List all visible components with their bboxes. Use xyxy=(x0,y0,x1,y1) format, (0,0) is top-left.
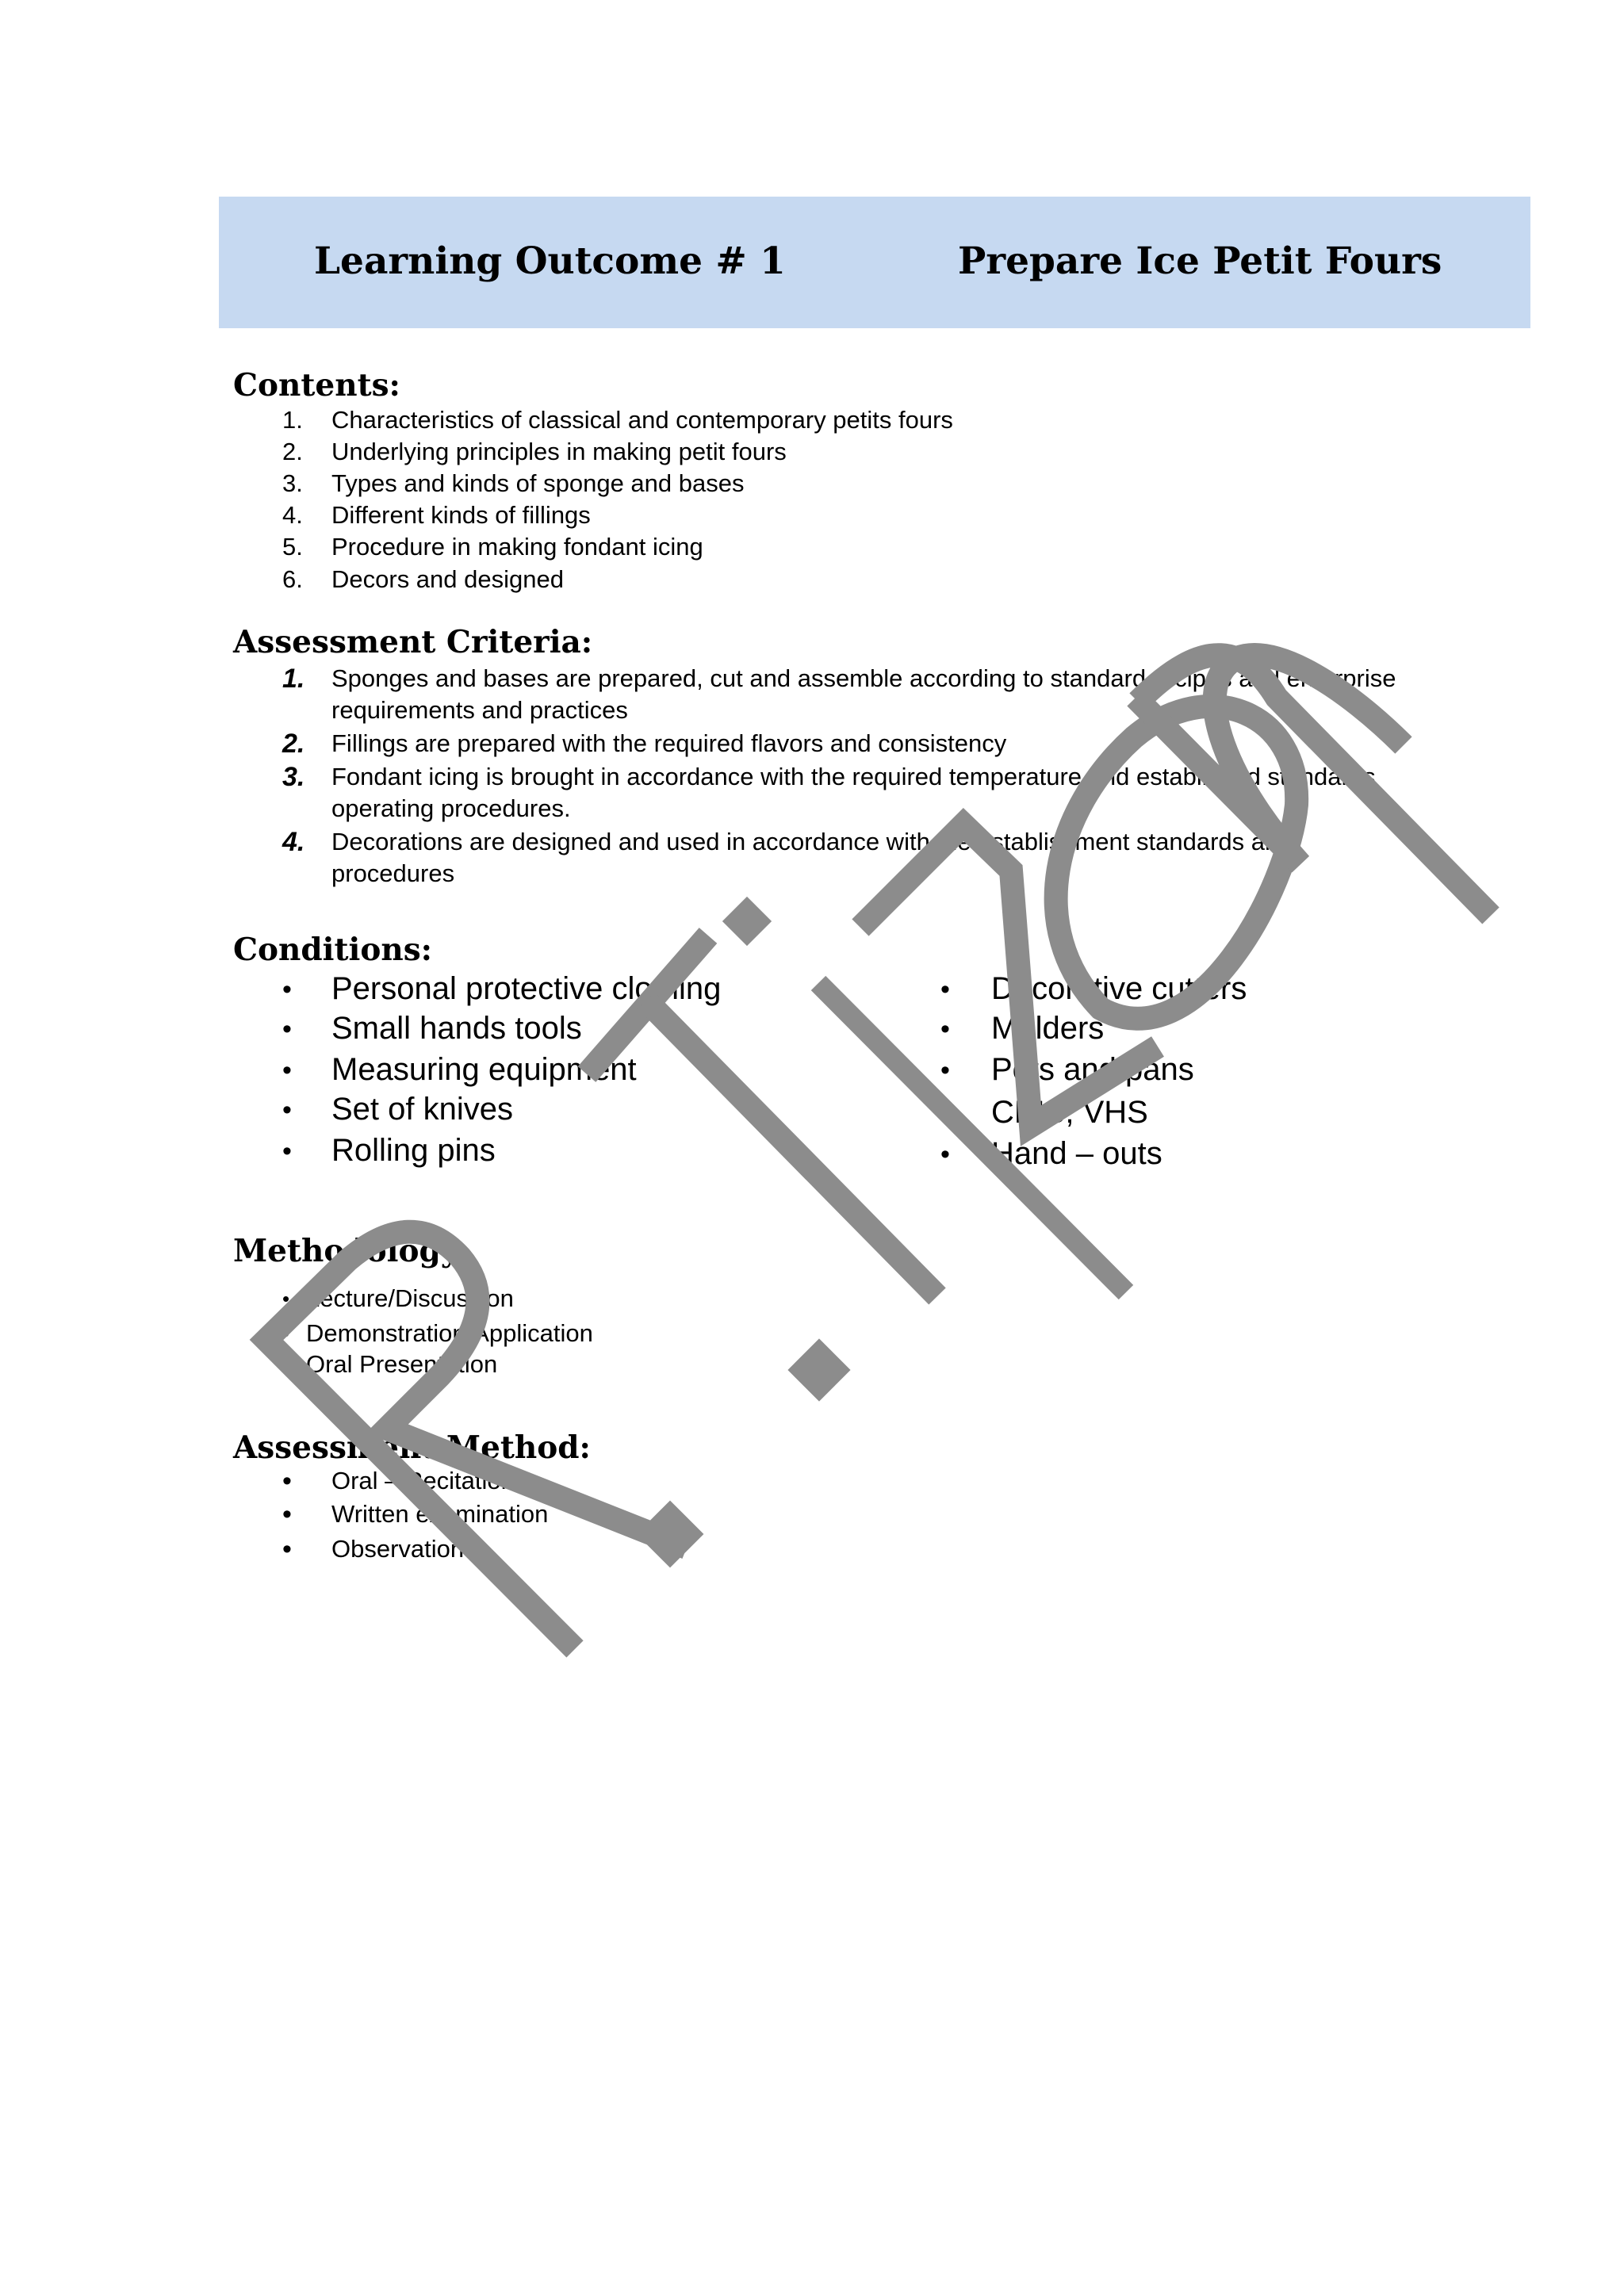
list-item-number: 1. xyxy=(282,664,305,694)
watermark-dot xyxy=(787,1338,850,1401)
list-item-text: Small hands tools xyxy=(331,1011,582,1046)
list-item-number: 5. xyxy=(282,533,303,561)
list-item-number: 6. xyxy=(282,565,303,593)
bullet: • xyxy=(940,974,950,1004)
bullet: • xyxy=(282,974,292,1004)
list-item-text: Fondant icing is brought in accordance with the required temperature and established standards xyxy=(331,763,1376,790)
outcome-description-title: Prepare Ice Petit Fours xyxy=(958,239,1442,283)
assessment-criteria-heading: Assessment Criteria: xyxy=(233,624,593,660)
bullet: • xyxy=(282,1466,292,1496)
bullet: • xyxy=(282,1055,292,1085)
list-item-text: Hand – outs xyxy=(991,1136,1162,1171)
list-item-number: 2. xyxy=(282,438,303,465)
assessment-method-heading: Assessment Method: xyxy=(233,1429,591,1466)
list-item-text: Decors and designed xyxy=(331,565,564,593)
list-item-text: Underlying principles in making petit fours xyxy=(331,438,787,465)
list-item-text-continued: operating procedures. xyxy=(331,794,571,822)
bullet: • xyxy=(282,1499,292,1529)
list-item-number: 1. xyxy=(282,406,303,434)
bullet: • xyxy=(282,1136,292,1166)
list-item-text: Lecture/Discussion xyxy=(306,1284,514,1312)
list-item-text: Oral – Recitation xyxy=(331,1467,515,1494)
list-item-text: Written examination xyxy=(331,1500,549,1528)
list-item-text: Measuring equipment xyxy=(331,1052,637,1087)
bullet: • xyxy=(940,1139,950,1169)
list-item-number: 4. xyxy=(282,501,303,529)
list-item-text: Pots and pans xyxy=(991,1052,1194,1087)
bullet: • xyxy=(282,1287,290,1311)
list-item-number: 4. xyxy=(282,827,305,857)
bullet: • xyxy=(940,1014,950,1044)
list-item-text: CD’S, VHS xyxy=(991,1095,1148,1130)
list-item-text: Decorative cutters xyxy=(991,971,1247,1006)
watermark-dot xyxy=(722,897,772,946)
list-item-number: 3. xyxy=(282,469,303,497)
list-item-text-continued: requirements and practices xyxy=(331,696,628,724)
bullet: • xyxy=(940,1055,950,1085)
list-item-text: Personal protective clothing xyxy=(331,971,722,1006)
bullet: • xyxy=(282,1353,290,1376)
list-item-text: Observation xyxy=(331,1535,465,1563)
list-item-text: Oral Presentation xyxy=(306,1350,498,1378)
watermark-dot xyxy=(637,1501,704,1568)
list-item-text: Set of knives xyxy=(331,1092,514,1127)
list-item-text: Characteristics of classical and contemporary petits fours xyxy=(331,406,953,434)
methodology-heading: Methodology: xyxy=(233,1233,470,1269)
list-item-text: Types and kinds of sponge and bases xyxy=(331,469,745,497)
list-item-text: Procedure in making fondant icing xyxy=(331,533,703,561)
list-item-number: 2. xyxy=(282,729,305,759)
bullet: • xyxy=(282,1014,292,1044)
list-item-text: Rolling pins xyxy=(331,1133,496,1168)
bullet: • xyxy=(940,1098,950,1128)
bullet: • xyxy=(282,1534,292,1564)
watermark-letter-t-stem xyxy=(646,1001,937,1296)
list-item-text: Sponges and bases are prepared, cut and assemble according to standard recipes and enterprise xyxy=(331,664,1396,692)
list-item-text: Molders xyxy=(991,1011,1105,1046)
list-item-number: 3. xyxy=(282,762,305,792)
learning-outcome-title: Learning Outcome # 1 xyxy=(314,239,786,283)
list-item-text: Different kinds of fillings xyxy=(331,501,591,529)
list-item-text: Decorations are designed and used in accordance with the establishment standards and xyxy=(331,828,1293,855)
bullet: • xyxy=(282,1095,292,1125)
list-item-text: Fillings are prepared with the required flavors and consistency xyxy=(331,729,1007,757)
conditions-heading: Conditions: xyxy=(233,932,433,968)
bullet: • xyxy=(282,1322,290,1345)
list-item-text: Demonstration/Application xyxy=(306,1319,593,1347)
contents-heading: Contents: xyxy=(233,367,400,404)
list-item-text-continued: procedures xyxy=(331,859,455,887)
